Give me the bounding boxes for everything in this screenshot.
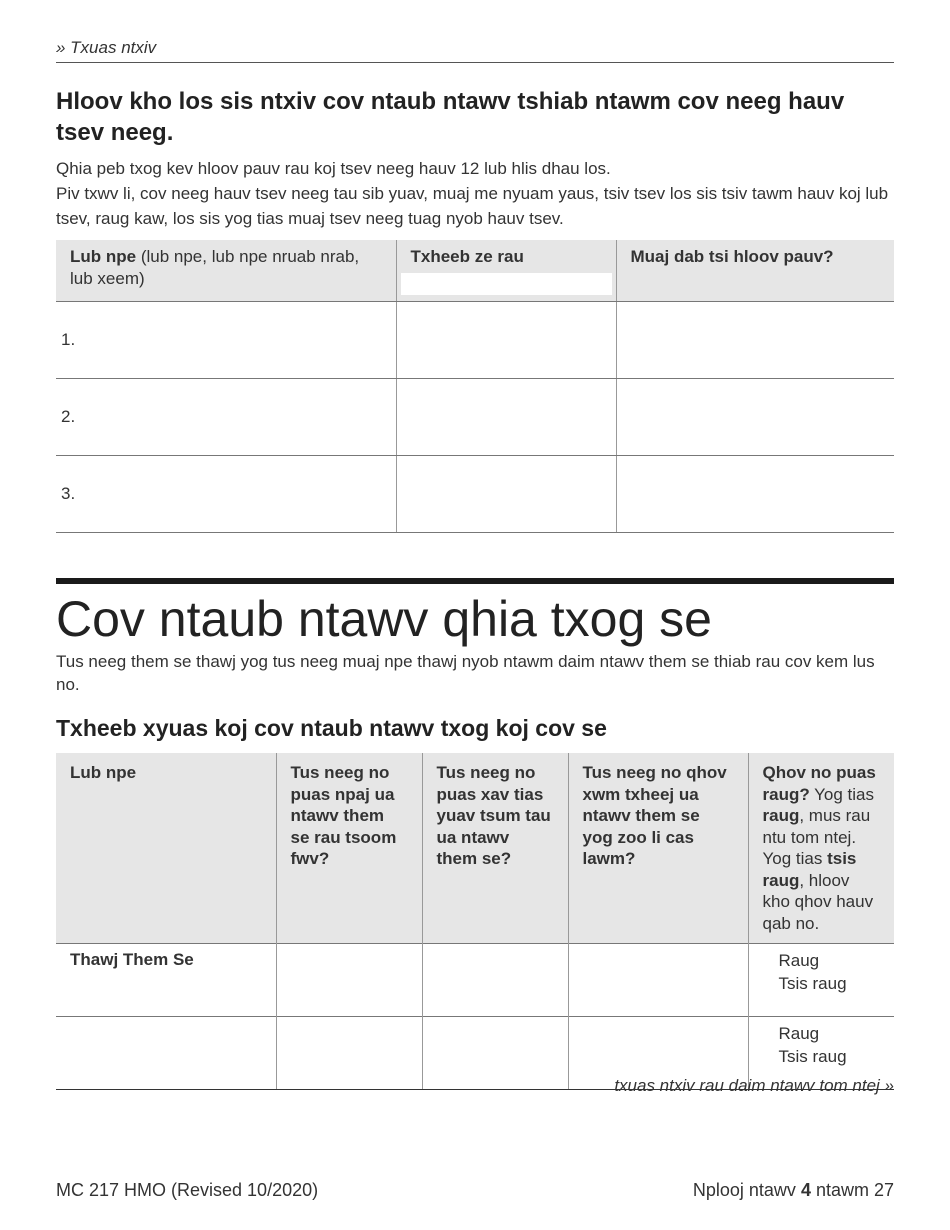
header-name-detail: (lub npe, lub npe nruab nrab, lub xeem) [70, 247, 360, 288]
is-correct-text-3: , hloov kho qhov hauv qab no. [762, 870, 874, 933]
intro-text [56, 156, 894, 231]
tax-row-label: Thawj Them Se [56, 944, 276, 1017]
relationship-cell[interactable] [396, 456, 616, 533]
table-header-row [56, 753, 894, 944]
header-is-correct [748, 753, 894, 944]
row-number: 3. [56, 456, 396, 533]
is-correct-yes-term: raug [762, 806, 800, 825]
header-what-changed-label: Muaj dab tsi hloov pauv? [630, 247, 834, 266]
is-correct-text-1: Yog tias [809, 784, 875, 804]
is-correct-text-2: , mus rau ntu tom ntej. Yog tias [762, 806, 871, 868]
option-not-correct[interactable]: Tsis raug [778, 1047, 847, 1066]
page-current: 4 [800, 1180, 811, 1200]
header-relationship-label: Txheeb ze rau [410, 247, 524, 266]
tax-description: Tus neeg them se thawj yog tus neeg muaj npe thawj nyob ntawm daim ntawv them se thiab rau cov kem lus no. [56, 652, 875, 694]
change-cell[interactable] [616, 456, 894, 533]
header-what-changed [616, 240, 894, 302]
change-cell[interactable] [616, 302, 894, 379]
tax-subheading: Txheeb xyuas koj cov ntaub ntawv txog koj cov se [56, 715, 607, 741]
page-total: ntawm 27 [810, 1180, 894, 1200]
table-row [56, 944, 894, 1017]
option-correct[interactable]: Raug [778, 951, 820, 970]
expects-to-file-cell[interactable] [422, 1017, 568, 1090]
section-divider [56, 578, 894, 584]
header-name [56, 240, 396, 302]
header-relationship [396, 240, 616, 302]
table-row [56, 456, 894, 533]
relationship-header-field [401, 273, 612, 295]
table-header-row [56, 240, 894, 302]
relationship-cell[interactable] [396, 379, 616, 456]
relationship-cell[interactable] [396, 302, 616, 379]
household-changes-table [56, 240, 894, 533]
header-filing-status: Tus neeg no qhov xwm txheej ua ntawv them se yog zoo li cas lawm? [568, 753, 748, 944]
correct-options [748, 944, 894, 1017]
form-id: MC 217 HMO (Revised 10/2020) [56, 1180, 319, 1200]
intro-paragraph-1: Qhia peb txog kev hloov pauv rau koj tsev neeg hauv 12 lub hlis dhau los. [56, 159, 611, 178]
is-correct-no-term: tsis raug [762, 849, 857, 890]
option-correct[interactable]: Raug [778, 1024, 820, 1043]
page-number [693, 1180, 894, 1201]
change-cell[interactable] [616, 379, 894, 456]
expects-to-file-cell[interactable] [422, 944, 568, 1017]
table-row [56, 379, 894, 456]
header-name-bold: Lub npe [70, 247, 137, 266]
row-number: 2. [56, 379, 396, 456]
header-expects-to-file: Tus neeg no puas xav tias yuav tsum tau ua ntawv them se? [422, 753, 568, 944]
option-not-correct[interactable]: Tsis raug [778, 974, 847, 993]
tax-row-label[interactable] [56, 1017, 276, 1090]
row-number: 1. [56, 302, 396, 379]
plans-to-file-cell[interactable] [276, 944, 422, 1017]
page-title-tax-info: Cov ntaub ntawv qhia txog se [56, 591, 712, 647]
table-row [56, 302, 894, 379]
plans-to-file-cell[interactable] [276, 1017, 422, 1090]
intro-paragraph-2: Piv txwv li, cov neeg hauv tsev neeg tau sib yuav, muaj me nyuam yaus, tsiv tsev los sis tsiv tawm hauv koj lub tsev, raug kaw, los sis yog tias muaj tsev neeg tuag nyob hauv tsev. [56, 184, 889, 228]
filing-status-cell[interactable] [568, 944, 748, 1017]
header-plans-to-file: Tus neeg no puas npaj ua ntawv them se rau tsoom fwv? [276, 753, 422, 944]
is-correct-question: Qhov no puas raug? [762, 763, 876, 804]
section-heading-household-changes: Hloov kho los sis ntxiv cov ntaub ntawv tshiab ntawm cov neeg hauv tsev neeg. [56, 88, 845, 146]
page-prefix: Nplooj ntawv [692, 1180, 801, 1200]
tax-info-table [56, 753, 894, 1090]
continue-note: txuas ntxiv rau daim ntawv tom ntej » [614, 1076, 894, 1095]
running-header: » Txuas ntxiv [56, 38, 894, 63]
header-name: Lub npe [56, 753, 276, 944]
